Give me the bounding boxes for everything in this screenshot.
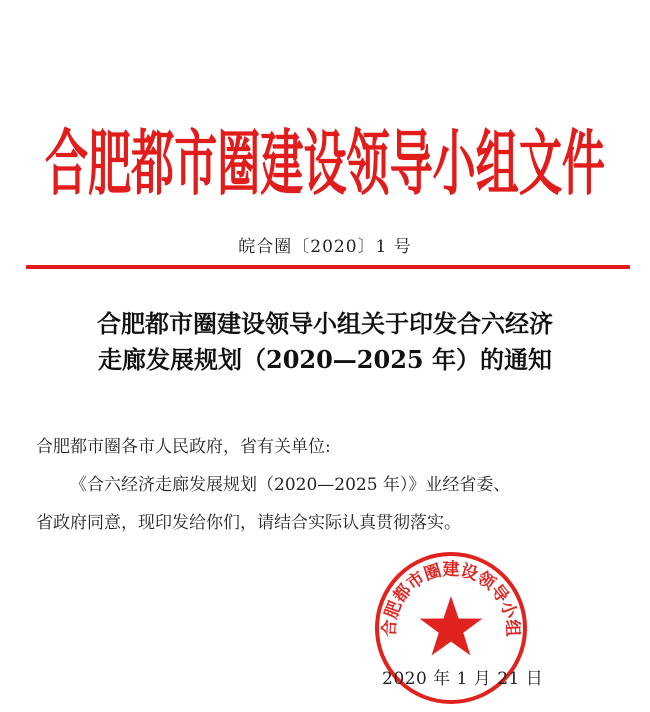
red-divider-line xyxy=(26,265,630,269)
notice-body xyxy=(36,428,636,542)
body-paragraph-line-2: 省政府同意，现印发给你们，请结合实际认真贯彻落实。 xyxy=(36,513,461,533)
notice-title-line-2: 走廊发展规划（2020—2025 年）的通知 xyxy=(98,345,552,374)
document-masthead xyxy=(0,20,650,206)
seal-text: 合肥都市圈建设领导小组 xyxy=(379,560,523,638)
salutation: 合肥都市圈各市人民政府，省有关单位: xyxy=(36,437,331,457)
seal-star-icon xyxy=(420,596,483,655)
body-paragraph-line-1: 《合六经济走廊发展规划（2020—2025 年）》业经省委、 xyxy=(70,475,511,495)
notice-title xyxy=(30,306,620,378)
document-date: 2020 年 1 月 21 日 xyxy=(382,669,544,689)
masthead-title: 合肥都市圈建设领导小组文件 xyxy=(44,122,606,206)
notice-title-line-1: 合肥都市圈建设领导小组关于印发合六经济 xyxy=(97,309,553,338)
document-number: 皖合圈〔2020〕1 号 xyxy=(238,237,412,257)
